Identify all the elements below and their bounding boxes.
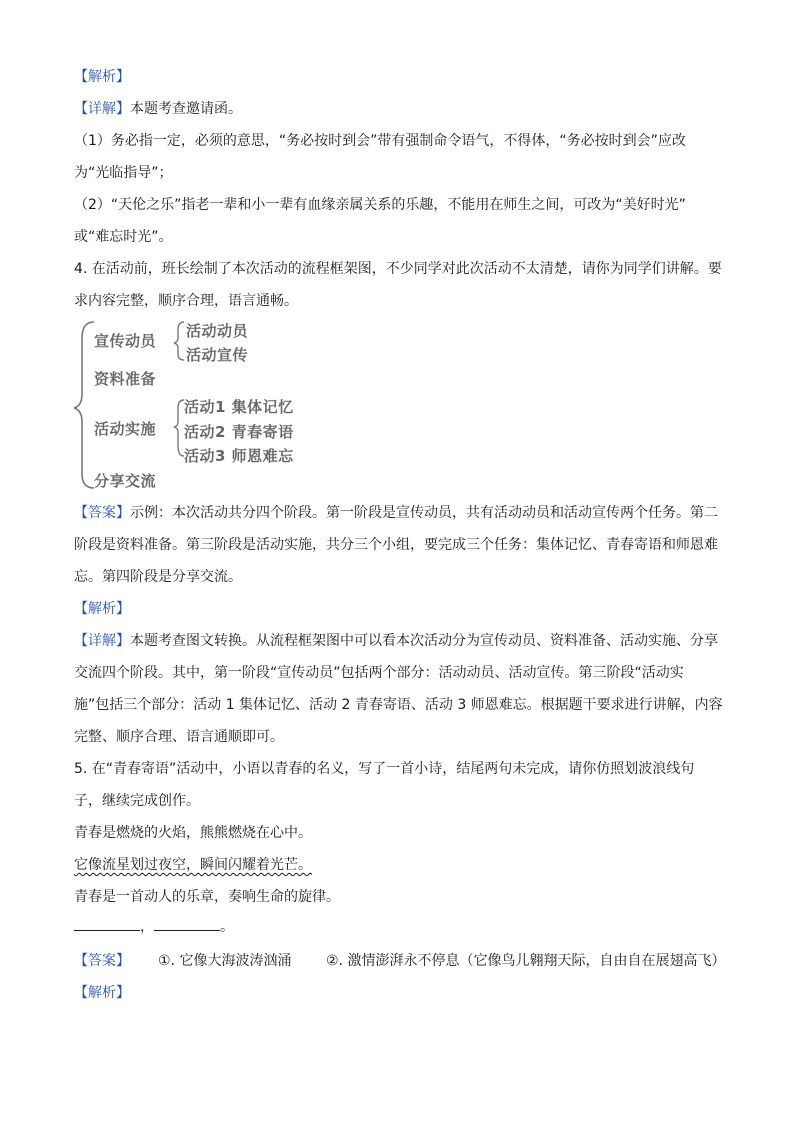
text-line: 交流四个阶段。其中，第一阶段“宣传动员”包括两个部分：活动动员、活动宣传。第三阶段“活动实 <box>74 665 684 681</box>
blank-1 <box>74 918 140 931</box>
blank-separator: ， <box>140 919 154 935</box>
activity-flow-diagram <box>74 318 324 490</box>
fill-in-blanks <box>74 918 234 936</box>
text-line: 施”包括三个部分：活动 1 集体记忆、活动 2 青春寄语、活动 3 师恩难忘。根据题干要求进行讲解，内容 <box>74 697 723 713</box>
stage-3-label: 活动实施 <box>94 420 157 438</box>
stage-1-task-2: 活动宣传 <box>186 346 249 364</box>
poem-line-2 <box>74 856 312 874</box>
answer-4-line-1 <box>74 504 718 522</box>
answer-4-line-2: 阶段是资料准备。第三阶段是活动实施，共分三个小组，要完成三个任务：集体记忆、青春寄语和师恩难 <box>74 537 718 553</box>
stage-2-label: 资料准备 <box>94 370 157 388</box>
poem-line-1: 青春是燃烧的火焰，熊熊燃烧在心中。 <box>74 825 312 841</box>
stage-4-label: 分享交流 <box>94 472 157 490</box>
text-line: （2）“天伦之乐”指老一辈和小一辈有血缘亲属关系的乐趣，不能用在师生之间，可改为“美好时光” <box>74 197 686 213</box>
detail-text: 本题考查图文转换。从流程框架图中可以看本次活动分为宣传动员、资料准备、活动实施、分享 <box>130 633 718 649</box>
blank-end: 。 <box>220 919 234 935</box>
detail-paragraph-2 <box>74 632 718 650</box>
answer-5-row <box>74 952 725 970</box>
stage-3-task-1: 活动1 集体记忆 <box>184 398 294 416</box>
answer-5-part-2: ②. 激情澎湃永不停息（它像鸟儿翱翔天际，自由自在展翅高飞） <box>326 953 726 969</box>
question-5-line-1: 5. 在“青春寄语”活动中，小语以青春的名义，写了一首小诗，结尾两句未完成，请你仿照划波浪线句 <box>74 761 695 777</box>
answer-4-line-3: 忘。第四阶段是分享交流。 <box>74 569 242 585</box>
detail-tag: 【详解】 <box>74 633 130 649</box>
detail-text: 本题考查邀请函。 <box>130 101 242 117</box>
detail-tag: 【详解】 <box>74 101 130 117</box>
blank-2 <box>154 918 220 931</box>
question-4-line-2: 求内容完整，顺序合理，语言通畅。 <box>74 293 298 309</box>
wavy-underlined-sentence: 它像流星划过夜空，瞬间闪耀着光芒。 <box>74 857 312 873</box>
text-line: （1）务必指一定，必须的意思，“务必按时到会”带有强制命令语气，不得体，“务必按时到会”应改 <box>74 133 686 149</box>
text-line: 为“光临指导”； <box>74 165 173 181</box>
detail-paragraph-1 <box>74 100 242 118</box>
analysis-heading-1: 【解析】 <box>74 69 130 85</box>
question-5-line-2: 子，继续完成创作。 <box>74 793 200 809</box>
stage-1-task-1: 活动动员 <box>186 322 249 340</box>
analysis-heading-2: 【解析】 <box>74 601 130 617</box>
stage-3-task-3: 活动3 师恩难忘 <box>184 447 294 465</box>
answer-text: 示例：本次活动共分四个阶段。第一阶段是宣传动员，共有活动动员和活动宣传两个任务。第二 <box>130 505 718 521</box>
poem-line-3: 青春是一首动人的乐章，奏响生命的旋律。 <box>74 889 340 905</box>
answer-5-part-1: ①. 它像大海波涛汹涌 <box>158 953 292 969</box>
answer-tag: 【答案】 <box>74 505 130 521</box>
answer-tag: 【答案】 <box>74 953 130 969</box>
text-line: 或“难忘时光”。 <box>74 229 173 245</box>
analysis-heading-3: 【解析】 <box>74 985 130 1001</box>
question-4-line-1: 4. 在活动前，班长绘制了本次活动的流程框架图，不少同学对此次活动不太清楚，请你为同学们讲解。要 <box>74 261 722 277</box>
stage-1-label: 宣传动员 <box>94 332 157 350</box>
text-line: 完整、顺序合理、语言通顺即可。 <box>74 729 284 745</box>
stage-3-task-2: 活动2 青春寄语 <box>184 423 294 441</box>
